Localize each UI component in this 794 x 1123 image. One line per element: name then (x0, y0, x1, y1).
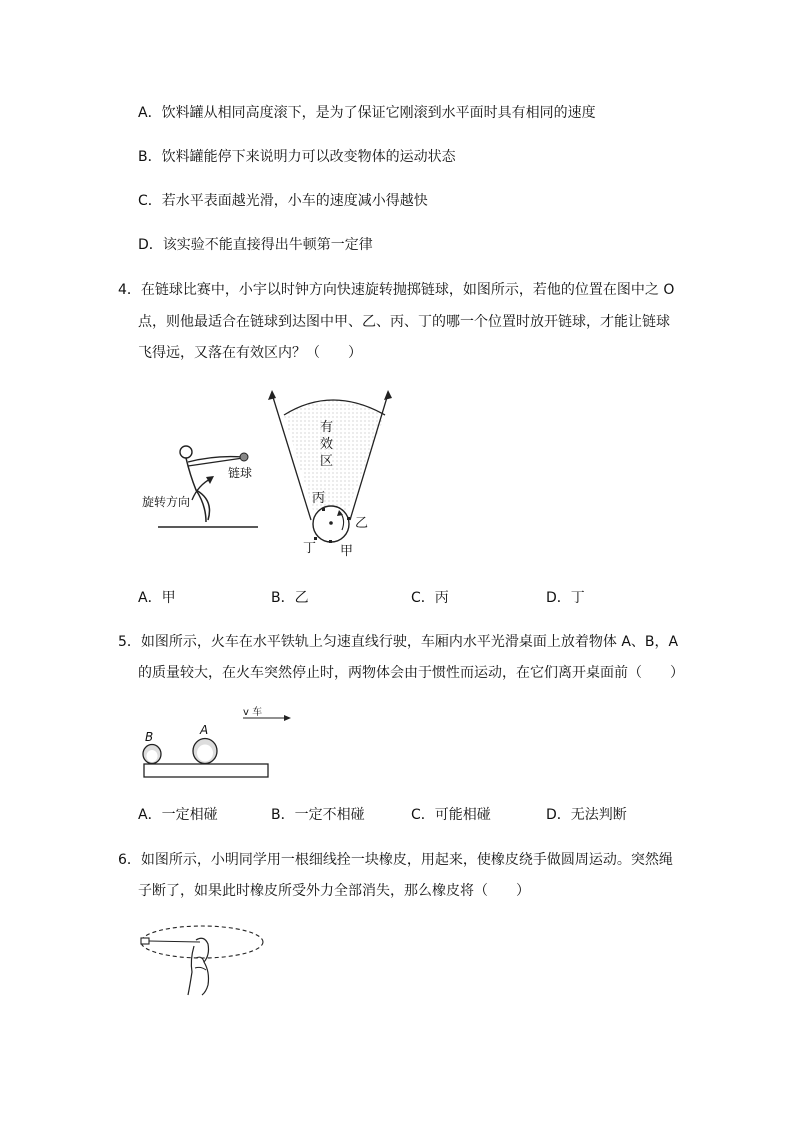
q5-stem-line1: 5．如图所示，火车在水平铁轨上匀速直线行驶，车厢内水平光滑桌面上放着物体 A、B，A (118, 634, 679, 650)
q4-option-b: B．乙 (271, 590, 309, 606)
q4-position-ding: 丁 (303, 541, 317, 556)
q5-label-a: A (200, 723, 209, 737)
q5-label-b: B (145, 730, 154, 744)
q4-stem-line3: 飞得远，又落在有效区内？（ ） (138, 345, 362, 361)
q5-label-velocity: v 车 (243, 707, 263, 718)
q3-option-c: C．若水平表面越光滑，小车的速度减小得越快 (138, 193, 428, 209)
q4-option-c: C．丙 (411, 590, 449, 606)
q5-option-b: B．一定不相碰 (271, 807, 365, 823)
q4-zone-char1: 有 (320, 420, 334, 435)
q3-option-a: A．饮料罐从相同高度滚下，是为了保证它刚滚到水平面时具有相同的速度 (138, 105, 596, 121)
q4-label-ball: 链球 (228, 466, 253, 480)
q6-stem-line2: 子断了，如果此时橡皮所受外力全部消失，那么橡皮将（ ） (138, 883, 530, 899)
q4-stem-line1: 4．在链球比赛中，小宇以时钟方向快速旋转抛掷链球，如图所示，若他的位置在图中之 O (118, 282, 675, 298)
q3-option-d: D．该实验不能直接得出牛顿第一定律 (138, 237, 373, 253)
q4-position-bing: 丙 (312, 491, 326, 506)
q4-position-jia: 甲 (340, 544, 354, 559)
q5-option-d: D．无法判断 (546, 807, 627, 823)
q4-stem-line2: 点，则他最适合在链球到达图中甲、乙、丙、丁的哪一个位置时放开链球，才能让链球 (138, 314, 670, 330)
q4-zone-char2: 效 (320, 437, 334, 452)
q4-option-a: A．甲 (138, 590, 176, 606)
q4-zone-char3: 区 (320, 454, 334, 469)
q6-stem-line1: 6．如图所示，小明同学用一根细线拴一块橡皮，用起来，使橡皮绕手做圆周运动。突然绳 (118, 852, 673, 868)
q4-option-d: D．丁 (546, 590, 585, 606)
q5-stem-line2: 的质量较大，在火车突然停止时，两物体会由于惯性而运动，在它们离开桌面前（ ） (138, 665, 684, 681)
q5-option-c: C．可能相碰 (411, 807, 491, 823)
q3-option-b: B．饮料罐能停下来说明力可以改变物体的运动状态 (138, 149, 456, 165)
q4-label-rotation: 旋转方向 (142, 495, 191, 509)
q5-option-a: A．一定相碰 (138, 807, 218, 823)
q4-position-yi: 乙 (355, 516, 369, 531)
